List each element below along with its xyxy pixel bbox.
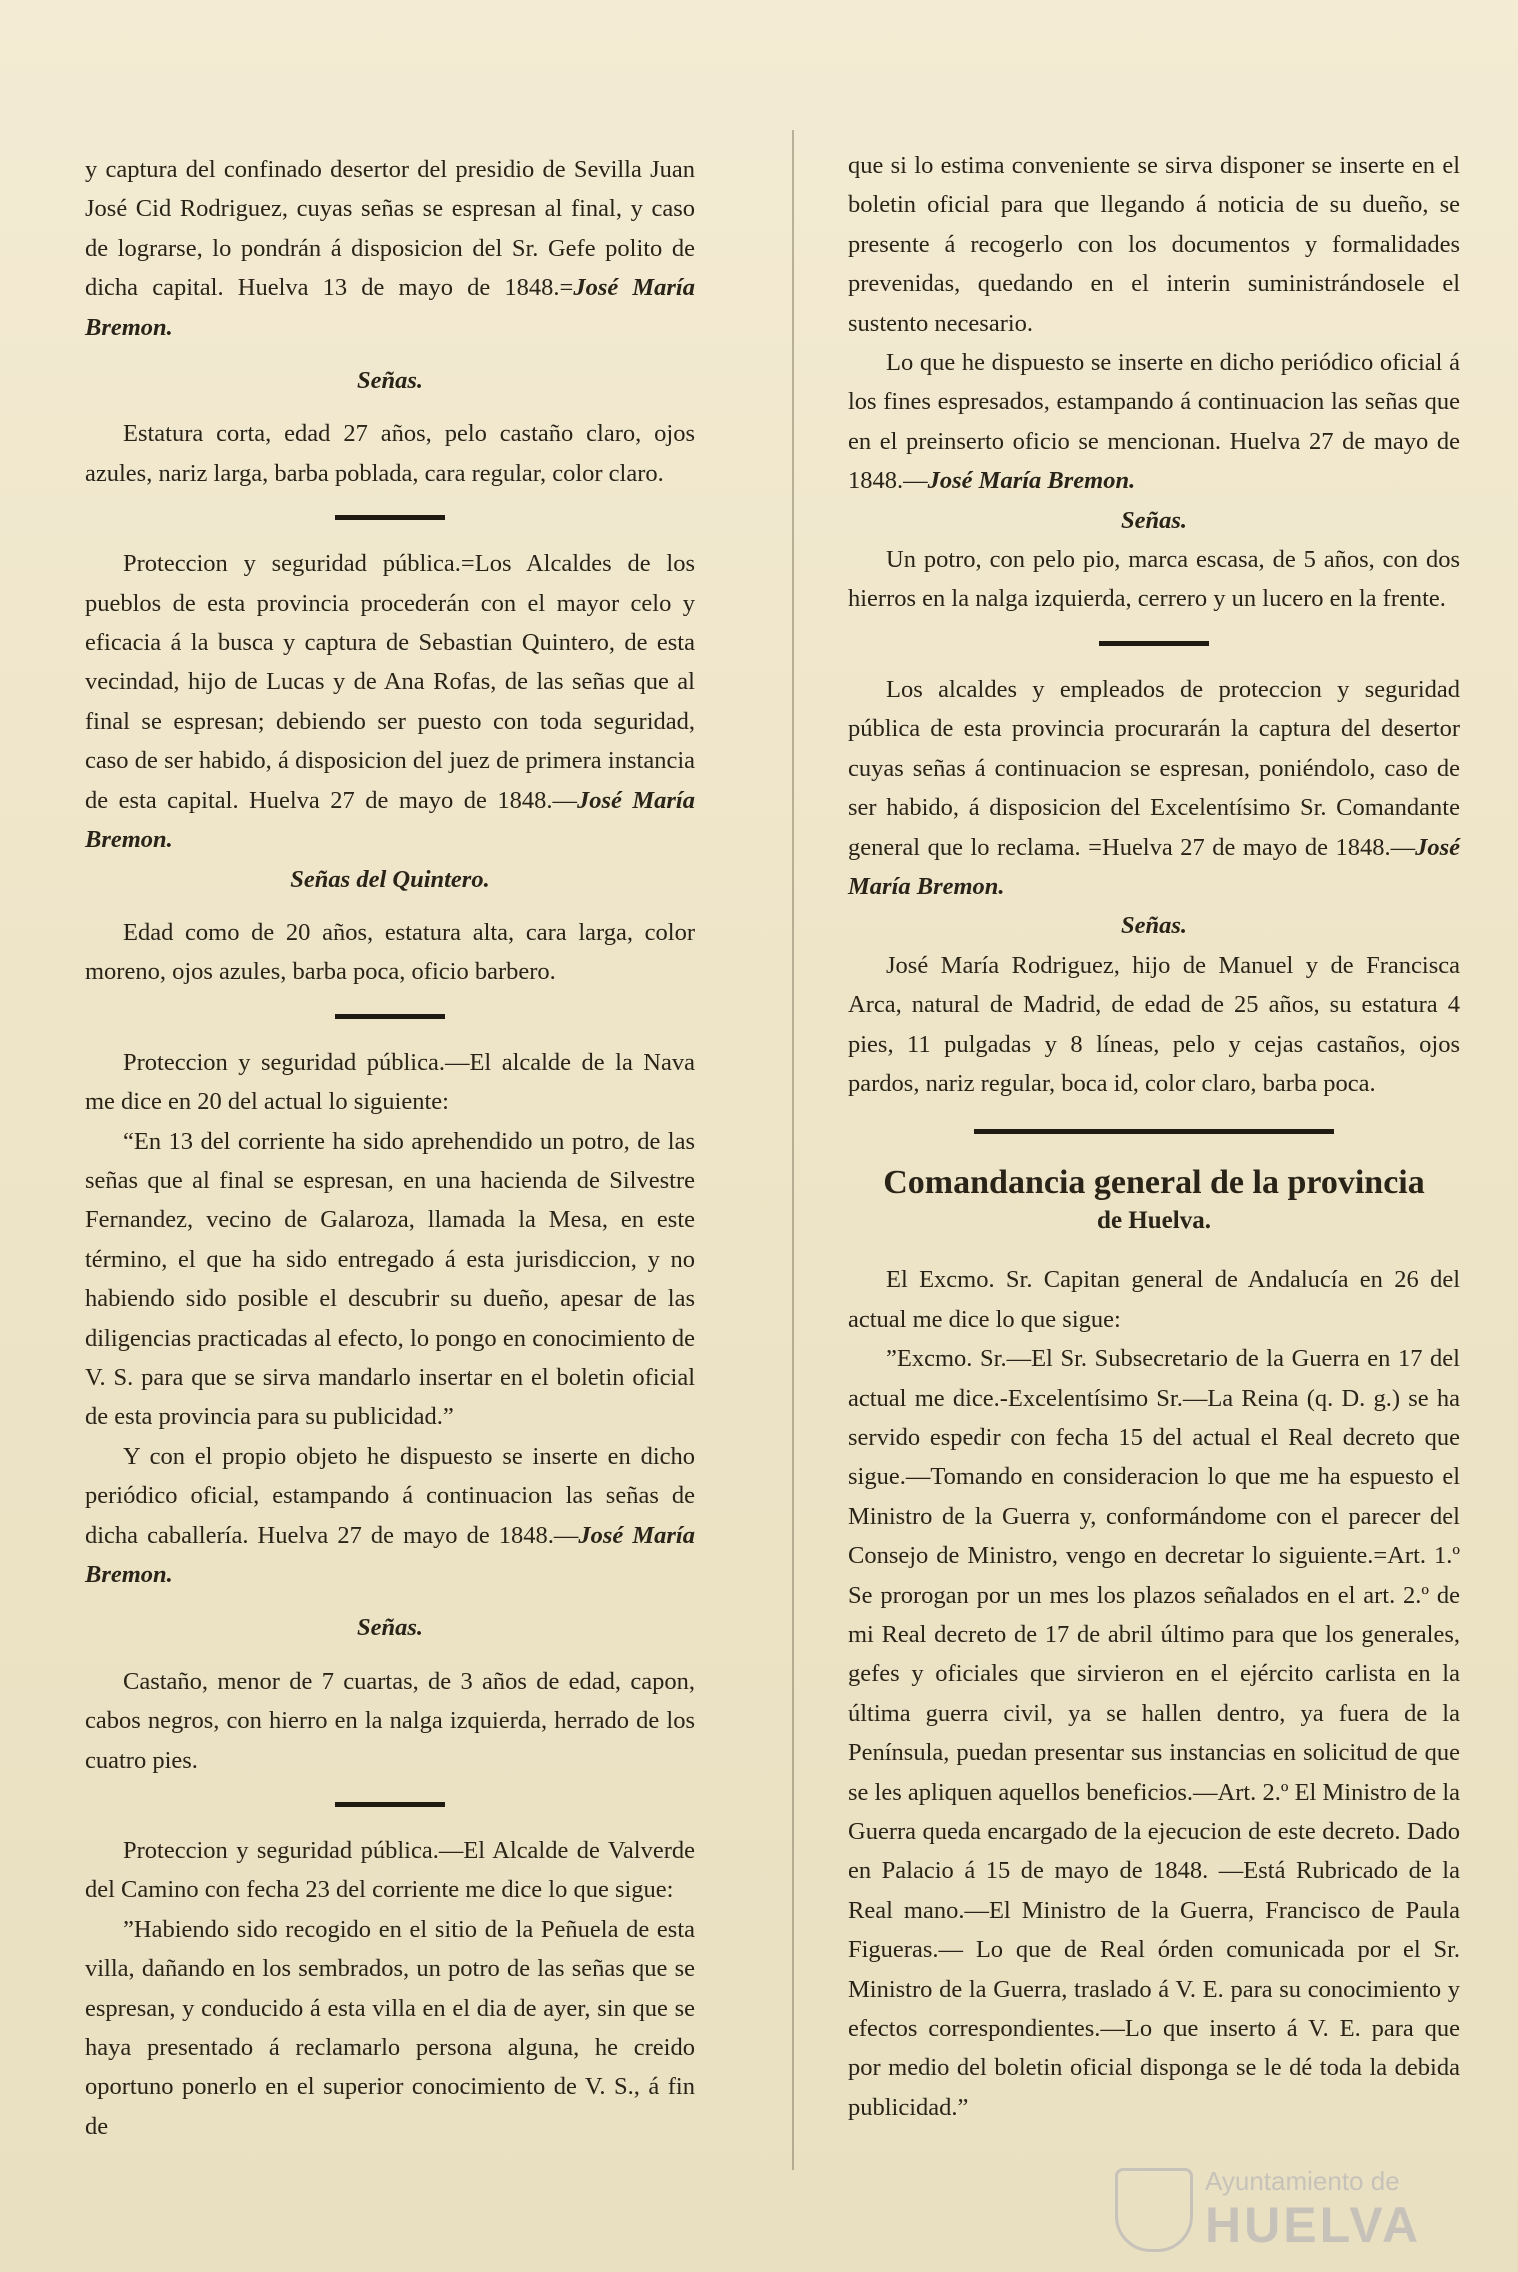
capitan-general-intro: El Excmo. Sr. Capitan general de Andalucía en 26 del actual me dice lo que sigue: bbox=[848, 1266, 1460, 1333]
rodriguez-notice bbox=[848, 670, 1460, 906]
signature: José María Bremon. bbox=[85, 786, 695, 854]
archive-watermark bbox=[1115, 2160, 1495, 2255]
senas-heading: Señas. bbox=[1120, 506, 1188, 534]
signature: José María Bremon. bbox=[927, 467, 1136, 495]
section-divider bbox=[1099, 641, 1209, 646]
signature: José María Bremon. bbox=[848, 833, 1460, 900]
left-column bbox=[85, 150, 695, 2146]
section-divider bbox=[335, 1802, 445, 1807]
notice-text: Los alcaldes y empleados de proteccion y seguridad pública de esta provincia procurarán la captura del desertor cuyas señas á continuacion se espresan, poniéndolo, caso de ser habido, á disposicion del Excelentísimo Sr. Comandante general que lo reclama. =Huelva 27 de mayo de 1848.— bbox=[848, 675, 1460, 861]
section-subtitle: de Huelva. bbox=[1097, 1207, 1211, 1235]
notice-text: Y con el propio objeto he dispuesto se inserte en dicho periódico oficial, estampando á continuacion las señas de dicha caballería. Huelva 27 de mayo de 1848.— bbox=[85, 1442, 695, 1549]
quintero-notice bbox=[85, 544, 695, 859]
senas-description: José María Rodriguez, hijo de Manuel y de Francisca Arca, natural de Madrid, de edad de 25 años, su estatura 4 pies, 11 pulgadas y 8 líneas, pelo y cejas castaños, ojos pardos, nariz regular, boca id, color claro, barba poca. bbox=[848, 951, 1460, 1097]
watermark-line1: Ayuntamiento de bbox=[1205, 2166, 1400, 2196]
section-title: Comandancia general de la provincia bbox=[883, 1164, 1425, 1202]
valverde-quote-continued: que si lo estima conveniente se sirva disponer se inserte en el boletin oficial para que llegando á noticia de su dueño, se presente á recogerlo con los documentos y formalidades prevenidas, quedando en el interin suministrándosele el sustento necesario. bbox=[848, 152, 1460, 337]
nava-notice-intro: Proteccion y seguridad pública.—El alcalde de la Nava me dice en 20 del actual lo siguiente: bbox=[85, 1048, 695, 1116]
right-column bbox=[848, 146, 1460, 2127]
section-divider bbox=[974, 1129, 1334, 1134]
nava-quote: “En 13 del corriente ha sido aprehendido un potro, de las señas que al final se espresan, en una hacienda de Silvestre Fernandez, vecino de Galaroza, llamada la Mesa, en este término, el que ha sido entregado á esta jurisdiccion, y no habiendo sido posible el descubrir su dueño, apesar de las diligencias practicadas al efecto, lo pongo en conocimiento de V. S. para que se sirva mandarlo insertar en el boletin oficial de esta provincia para su publicidad.” bbox=[85, 1127, 695, 1431]
senas-heading: Señas. bbox=[356, 367, 424, 395]
senas-quintero-heading: Señas del Quintero. bbox=[290, 865, 490, 893]
section-divider bbox=[335, 515, 445, 520]
valverde-quote: ”Habiendo sido recogido en el sitio de la Peñuela de esta villa, dañando en los sembrados, un potro de las señas que se espresan, y conducido á esta villa en el dia de ayer, sin que se haya presentado á reclamarlo persona alguna, he creido oportuno ponerlo en el superior conocimiento de V. S., á fin de bbox=[85, 1915, 695, 2140]
deserter-notice-end bbox=[85, 150, 695, 347]
nava-notice-close bbox=[85, 1437, 695, 1595]
senas-description: Edad como de 20 años, estatura alta, cara larga, color moreno, ojos azules, barba poca, oficio barbero. bbox=[85, 918, 695, 986]
senas-description: Castaño, menor de 7 cuartas, de 3 años de edad, capon, cabos negros, con hierro en la nalga izquierda, herrado de los cuatro pies. bbox=[85, 1667, 695, 1774]
notice-text: Proteccion y seguridad pública.=Los Alcaldes de los pueblos de esta provincia procederán con el mayor celo y eficacia á la busca y captura de Sebastian Quintero, de esta vecindad, hijo de Lucas y de Ana Rofas, de las señas que al final se espresan; debiendo ser puesto con toda seguridad, caso de ser habido, á disposicion del juez de primera instancia de esta capital. Huelva 27 de mayo de 1848.— bbox=[85, 550, 695, 814]
valverde-notice-close bbox=[848, 343, 1460, 501]
valverde-notice-intro: Proteccion y seguridad pública.—El Alcalde de Valverde del Camino con fecha 23 del corriente me dice lo que sigue: bbox=[85, 1837, 695, 1904]
senas-heading: Señas. bbox=[1120, 912, 1188, 940]
royal-decree-text: ”Excmo. Sr.—El Sr. Subsecretario de la Guerra en 17 del actual me dice.-Excelentísimo Sr.—La Reina (q. D. g.) se ha servido espedir con fecha 15 del actual el Real decreto que sigue.—Tomando en consideracion lo que me ha espuesto el Ministro de la Guerra y, conformándome con el parecer del Consejo de Ministro, vengo en decretar lo siguiente.=Art. 1.º Se prorogan por un mes los plazos señalados en el art. 2.º de mi Real decreto de 17 de abril último para que los generales, gefes y oficiales que sirvieron en el ejército carlista en la última guerra civil, ya se hallen dentro, ya fuera de la Península, puedan presentar sus instancias en solicitud de que se les apliquen aquellos beneficios.—Art. 2.º El Ministro de la Guerra queda encargado de la ejecucion de este decreto. Dado en Palacio á 15 de mayo de 1848. —Está Rubricado de la Real mano.—El Ministro de la Guerra, Francisco de Paula Figueras.— Lo que de Real órden comunicada por el Sr. Ministro de la Guerra, traslado á V. E. para su conocimiento y efectos correspondientes.—Lo que inserto á V. E. para que por medio del boletin oficial disponga se le dé toda la debida publicidad.” bbox=[848, 1345, 1460, 2121]
senas-description: Un potro, con pelo pio, marca escasa, de 5 años, con dos hierros en la nalga izquierda, cerrero y un lucero en la frente. bbox=[848, 546, 1460, 613]
shield-logo-icon bbox=[1115, 2168, 1193, 2252]
section-divider bbox=[335, 1014, 445, 1019]
senas-description: Estatura corta, edad 27 años, pelo castaño claro, ojos azules, nariz larga, barba poblada, cara regular, color claro. bbox=[85, 420, 695, 487]
senas-heading: Señas. bbox=[356, 1614, 424, 1642]
signature: José María Bremon. bbox=[85, 1521, 695, 1588]
notice-text: y captura del confinado desertor del presidio de Sevilla Juan José Cid Rodriguez, cuyas señas se espresan al final, y caso de lograrse, lo pondrán á disposicion del Sr. Gefe polito de dicha capital. Huelva 13 de mayo de 1848.= bbox=[85, 156, 695, 302]
signature: José María Bremon. bbox=[85, 274, 695, 341]
column-divider bbox=[792, 130, 794, 2170]
notice-text: Lo que he dispuesto se inserte en dicho periódico oficial á los fines espresados, estampando á continuacion las señas que en el preinserto oficio se mencionan. Huelva 27 de mayo de 1848.— bbox=[848, 349, 1460, 495]
watermark-line2: HUELVA bbox=[1205, 2197, 1422, 2253]
